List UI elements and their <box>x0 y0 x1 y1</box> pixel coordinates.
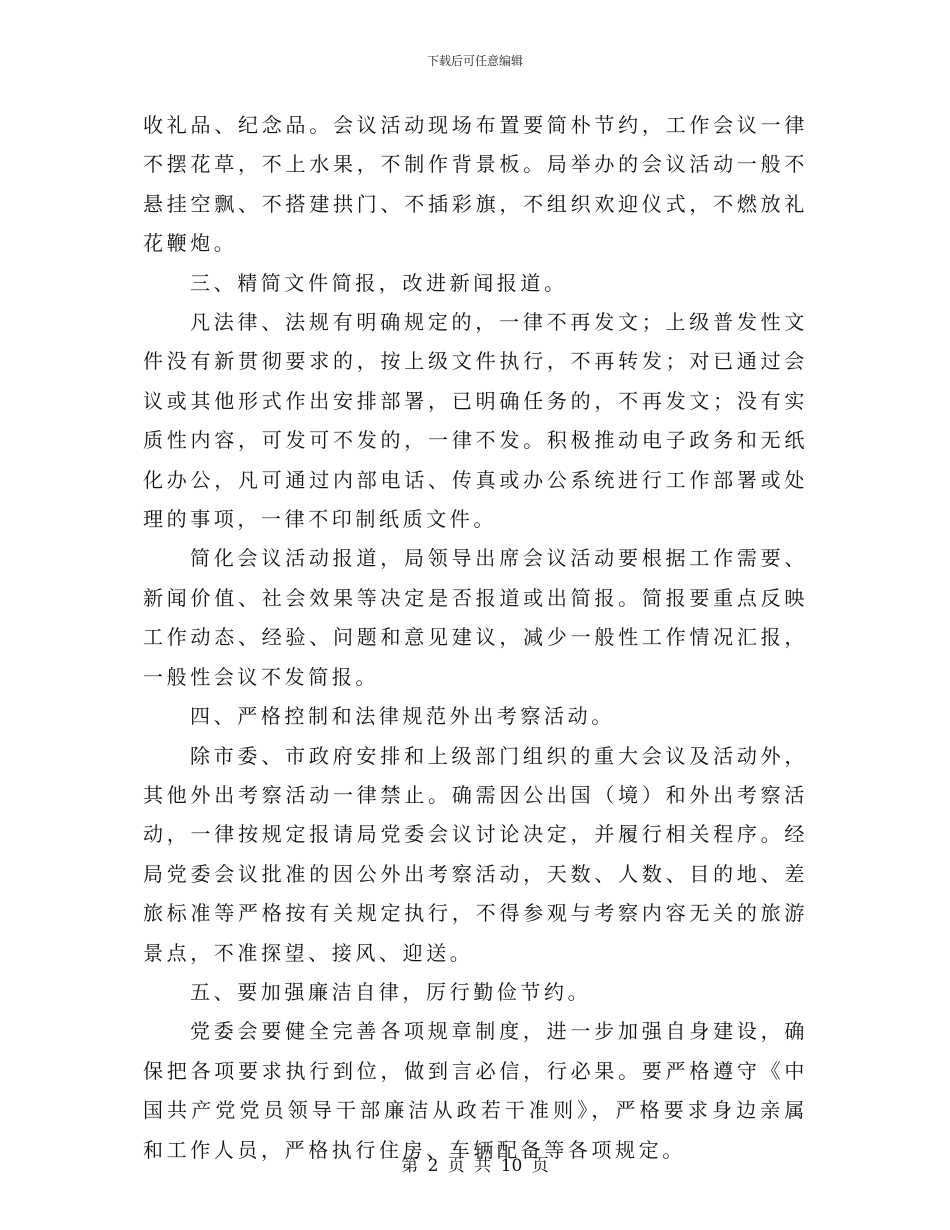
page-header-note: 下载后可任意编辑 <box>426 54 523 68</box>
paragraph: 凡法律、法规有明确规定的，一律不再发文；上级普发性文件没有新贯彻要求的，按上级文件执行，不再转发；对已通过会议或其他形式作出安排部署，已明确任务的，不再发文；没有实质性内容，可发可不发的，一律不发。积极推动电子政务和无纸化办公，凡可通过内部电话、传真或办公系统进行工作部署或处理的事项，一律不印制纸质文件。 <box>143 310 808 532</box>
page-number: 第 2 页 共 10 页 <box>401 1156 549 1176</box>
paragraph: 除市委、市政府安排和上级部门组织的重大会议及活动外，其他外出考察活动一律禁止。确需因公出国（境）和外出考察活动，一律按规定报请局党委会议讨论决定，并履行相关程序。经局党委会议批准的因公外出考察活动，天数、人数、目的地、差旅标准等严格按有关规定执行，不得参观与考察内容无关的旅游景点，不准探望、接风、迎送。 <box>143 743 808 965</box>
paragraph: 简化会议活动报道，局领导出席会议活动要根据工作需要、新闻价值、社会效果等决定是否报道或出简报。简报要重点反映工作动态、经验、问题和意见建议，减少一般性工作情况汇报，一般性会议不发简报。 <box>143 546 808 689</box>
section-heading-4: 四、严格控制和法律规范外出考察活动。 <box>190 704 615 729</box>
section-heading-3: 三、精简文件简报，改进新闻报道。 <box>190 270 568 295</box>
section-heading-5: 五、要加强廉洁自律，厉行勤俭节约。 <box>190 979 592 1004</box>
document-body <box>143 106 808 1170</box>
paragraph: 党委会要健全完善各项规章制度，进一步加强自身建设，确保把各项要求执行到位，做到言必信，行必果。要严格遵守《中国共产党党员领导干部廉洁从政若干准则》，严格要求身边亲属和工作人员，严格执行住房、车辆配备等各项规定。 <box>143 1019 808 1162</box>
paragraph-continuation: 收礼品、纪念品。会议活动现场布置要简朴节约，工作会议一律不摆花草，不上水果，不制作背景板。局举办的会议活动一般不悬挂空飘、不搭建拱门、不插彩旗，不组织欢迎仪式，不燃放礼花鞭炮。 <box>143 113 808 256</box>
